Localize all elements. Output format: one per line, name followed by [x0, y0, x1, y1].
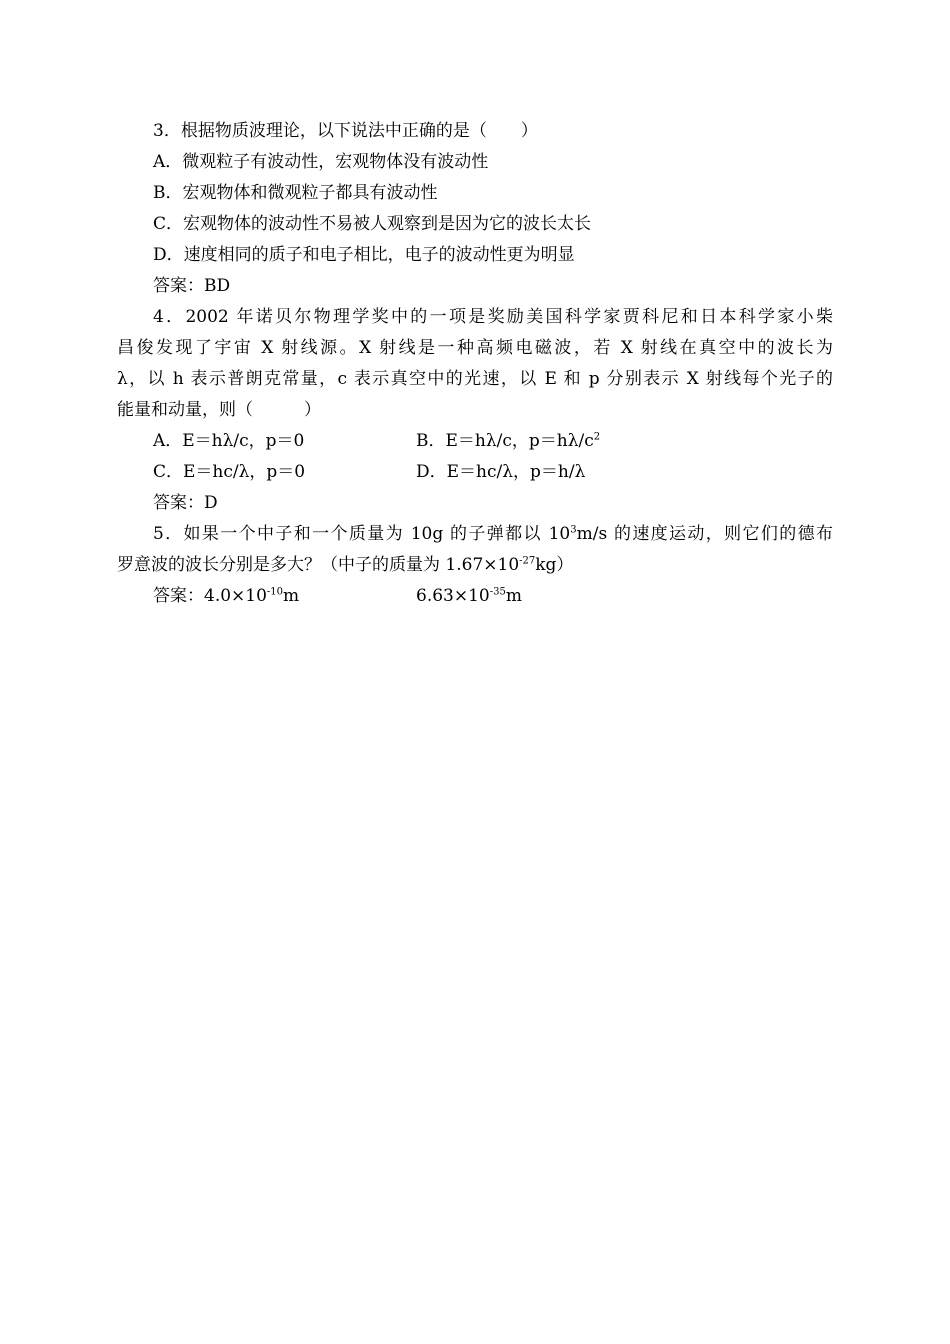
q4-option-b	[416, 426, 600, 457]
q5-line2-part-b: kg）	[535, 555, 574, 575]
q5-answer-1-base: 4.0×10	[204, 586, 267, 606]
q5-line2-part-a: 罗意波的波长分别是多大？（中子的质量为 1.67×10	[117, 555, 520, 575]
q5-answer-label: 答案：	[153, 586, 204, 606]
q5-answer	[117, 581, 833, 612]
q3-option-b: B．宏观物体和微观粒子都具有波动性	[153, 183, 438, 203]
q4-option-c: C．E＝hc/λ，p＝0	[153, 462, 306, 482]
q5-stem-line-1	[117, 519, 833, 550]
q5-answer-2-base: 6.63×10	[416, 586, 490, 606]
q5-answer-2-exponent: -35	[489, 586, 506, 598]
q4-option-b-text: B．E＝hλ/c，p＝hλ/c	[416, 431, 594, 451]
q3-stem: 3．根据物质波理论，以下说法中正确的是（ ）	[153, 121, 538, 141]
q5-answer-2	[416, 581, 522, 612]
q5-stem-line-2	[117, 550, 833, 581]
q3-option-d: D．速度相同的质子和电子相比，电子的波动性更为明显	[153, 245, 575, 265]
q3-option-a: A．微观粒子有波动性，宏观物体没有波动性	[153, 152, 489, 172]
q5-answer-1-exponent: -10	[266, 586, 284, 598]
q5-line1-part-a: 5．如果一个中子和一个质量为 10g 的子弹都以 10	[153, 524, 571, 544]
q4-option-d: D．E＝hc/λ，p＝h/λ	[416, 462, 586, 482]
q3-option-c: C．宏观物体的波动性不易被人观察到是因为它的波长太长	[153, 214, 592, 234]
q4-option-a: A．E＝hλ/c，p＝0	[153, 431, 305, 451]
q4-answer: 答案：D	[153, 493, 218, 513]
q5-answer-1-unit: m	[283, 586, 300, 606]
q5-line2-exponent: -27	[519, 555, 536, 567]
q3-answer: 答案：BD	[153, 276, 231, 296]
q4-option-b-exponent: 2	[593, 431, 601, 443]
document-page	[117, 116, 833, 612]
q4-stem-line-3: λ，以 h 表示普朗克常量，c 表示真空中的光速，以 E 和 p 分别表示 X 射线每个光子的	[117, 369, 833, 389]
q5-line1-part-b: m/s 的速度运动，则它们的德布	[576, 524, 833, 544]
q4-options-row-2	[117, 457, 833, 488]
q5-line1-exponent: 3	[570, 524, 577, 536]
q5-answer-2-unit: m	[505, 586, 522, 606]
q4-options-row-1	[117, 426, 833, 457]
q4-stem-line-1: 4．2002 年诺贝尔物理学奖中的一项是奖励美国科学家贾科尼和日本科学家小柴	[153, 307, 833, 327]
q4-stem-line-4: 能量和动量，则（ ）	[117, 400, 321, 420]
q4-stem-line-2: 昌俊发现了宇宙 X 射线源。X 射线是一种高频电磁波，若 X 射线在真空中的波长为	[117, 338, 833, 358]
